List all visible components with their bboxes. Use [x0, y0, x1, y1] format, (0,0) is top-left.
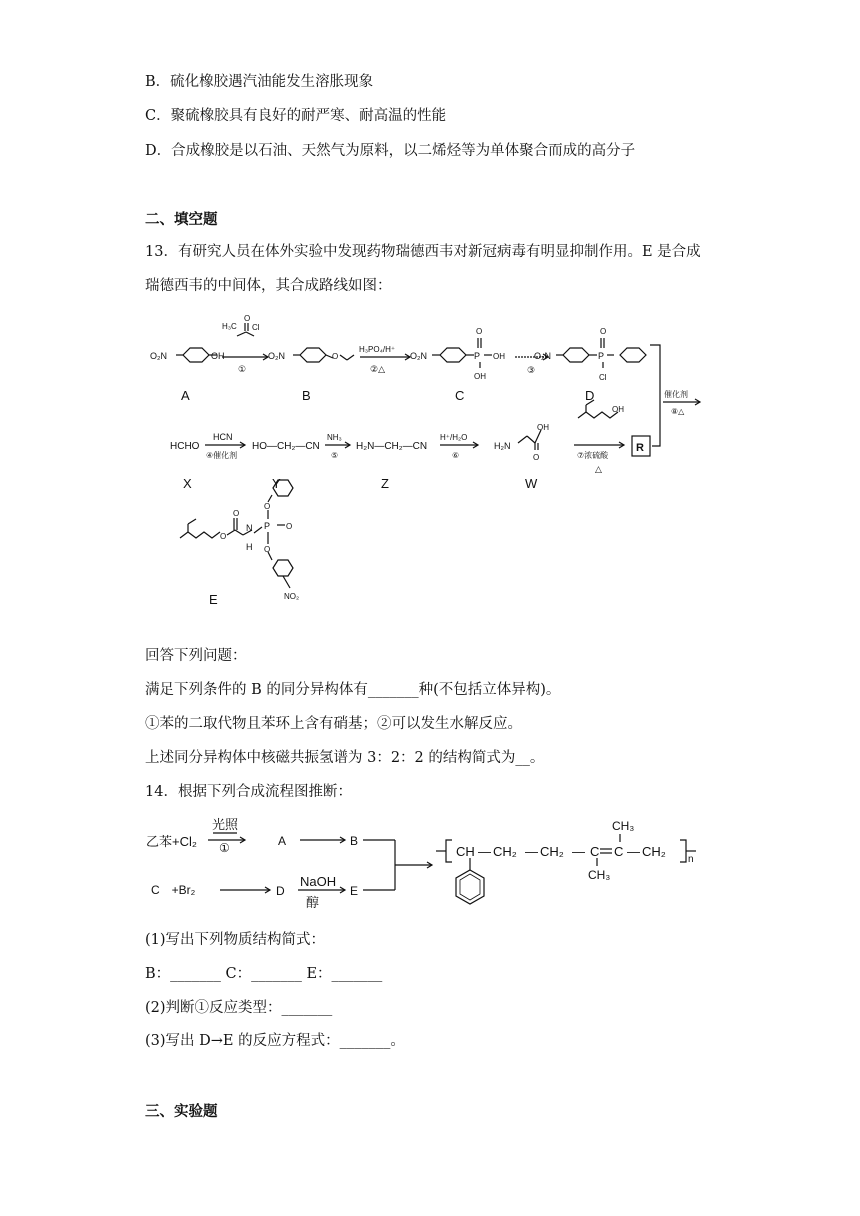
compound-d-o: O [600, 327, 607, 336]
q13-sub1: 满足下列条件的 B 的同分异构体有_______种(不包括立体异构)。 [145, 682, 561, 698]
compound-w-o: O [533, 453, 540, 462]
compound-e-carbonyl-o: O [233, 509, 240, 518]
reagent-8: 催化剂 [664, 390, 688, 399]
q14-part1-answers: B：_______ C：_______ E：_______ [145, 966, 383, 982]
label-z: Z [381, 476, 389, 491]
compound-w-oh: OH [537, 423, 549, 432]
compound-e-n: N [246, 523, 253, 533]
q13-stem-line2: 瑞德西韦的中间体，其合成路线如图： [145, 278, 392, 294]
compound-e-o-bottom: O [264, 545, 271, 554]
step-8-label: ⑧△ [671, 407, 685, 416]
option-c: C．聚硫橡胶具有良好的耐严寒、耐高温的性能 [145, 108, 447, 124]
reagent-4: HCN [213, 432, 233, 442]
q14-stem: 14．根据下列合成流程图推断： [145, 784, 352, 800]
compound-y: HO—CH₂—CN [252, 441, 320, 452]
label-x: X [183, 476, 192, 491]
q14-b: B [350, 834, 359, 848]
reagent-2: H₃PO₄/H⁺ [359, 345, 396, 354]
compound-e-h: H [246, 542, 253, 552]
option-d: D．合成橡胶是以石油、天然气为原料，以二烯烃等为单体聚合而成的高分子 [145, 143, 636, 159]
step-6-label: ⑥ [452, 451, 460, 460]
poly-n: n [688, 854, 694, 865]
step-4-label: ④催化剂 [206, 451, 238, 460]
label-d: D [585, 388, 595, 403]
poly-ch: CH [456, 844, 475, 859]
compound-b-ester-o: O [332, 352, 339, 361]
poly-c2: C [614, 844, 624, 859]
reagent-6: H⁺/H₂O [440, 433, 468, 442]
poly-bond-2: — [525, 844, 538, 859]
compound-e-ester-o: O [220, 532, 227, 541]
compound-a-oh: OH [211, 351, 225, 361]
poly-methyl-2: CH₃ [588, 868, 611, 882]
poly-c1: C [590, 844, 600, 859]
label-w: W [525, 476, 538, 491]
compound-d-p: P [598, 351, 605, 361]
q14-cond-2b: 醇 [306, 895, 320, 910]
compound-x: HCHO [170, 441, 200, 452]
poly-bond-1: — [478, 844, 491, 859]
poly-ch2c: CH₂ [642, 844, 666, 859]
compound-c-oh2: OH [474, 372, 486, 381]
compound-a-nitro: O₂N [150, 351, 167, 361]
q14-part3: (3)写出 D→E 的反应方程式：_______。 [145, 1033, 405, 1049]
step-7-label: △ [595, 464, 602, 474]
q14-part1: (1)写出下列物质结构简式： [145, 932, 326, 948]
label-y: Y [272, 476, 281, 491]
label-b: B [302, 388, 311, 403]
label-a: A [181, 388, 190, 403]
compound-e-o: O [286, 522, 293, 531]
compound-z: H₂N—CH₂—CN [356, 441, 428, 452]
step-2-label: ②△ [370, 364, 385, 374]
label-c: C [455, 388, 465, 403]
reagent-7-oh: OH [612, 405, 624, 414]
compound-r: R [636, 442, 644, 454]
q13-sub2: 上述同分异构体中核磁共振氢谱为 3：2：2 的结构简式为__。 [145, 750, 545, 766]
reagent-5: NH₃ [327, 433, 342, 442]
reagent-1-methyl: H₃C [222, 322, 237, 331]
poly-ch2b: CH₂ [540, 844, 564, 859]
compound-d-nitro: O₂N [534, 351, 551, 361]
q14-start-1: 乙苯+Cl₂ [146, 834, 197, 849]
label-e: E [209, 592, 218, 607]
poly-bond-4: — [627, 844, 640, 859]
compound-c-o: O [476, 327, 483, 336]
poly-methyl-1: CH₃ [612, 819, 635, 833]
compound-c-p: P [474, 351, 481, 361]
q14-cond-1a: 光照 [212, 817, 239, 832]
q14-d: D [276, 884, 285, 898]
compound-c-oh: OH [493, 352, 505, 361]
compound-e-p: P [264, 521, 271, 531]
step-3-label: ③ [527, 365, 536, 375]
compound-c-nitro: O₂N [410, 351, 427, 361]
compound-b-nitro: O₂N [268, 351, 285, 361]
reagent-7: ⑦浓硫酸 [577, 451, 609, 460]
q14-part2: (2)判断①反应类型：_______ [145, 1000, 333, 1016]
step-5-label: ⑤ [331, 451, 339, 460]
q13-answer-intro: 回答下列问题： [145, 648, 247, 664]
option-b: B．硫化橡胶遇汽油能发生溶胀现象 [145, 74, 374, 90]
q14-e: E [350, 884, 359, 898]
compound-d-cl: Cl [599, 373, 607, 382]
q14-cond-1b: ① [219, 841, 230, 855]
poly-ch2a: CH₂ [493, 844, 517, 859]
reagent-1-cl: Cl [252, 323, 260, 332]
compound-w-amine: H₂N [494, 441, 511, 451]
reagent-1-o: O [244, 314, 251, 323]
compound-e-no2: NO₂ [284, 592, 300, 601]
q14-start-2: C +Br₂ [151, 883, 196, 897]
step-1-label: ① [238, 364, 247, 374]
section-heading-fill-blank: 二、填空题 [145, 211, 218, 228]
q14-a: A [278, 834, 287, 848]
q14-cond-2a: NaOH [300, 874, 337, 889]
poly-bond-3: — [572, 844, 585, 859]
compound-e-o-top: O [264, 502, 271, 511]
q13-conditions: ①苯的二取代物且苯环上含有硝基；②可以发生水解反应。 [145, 716, 522, 732]
q13-stem-line1: 13．有研究人员在体外实验中发现药物瑞德西韦对新冠病毒有明显抑制作用。E 是合成 [145, 244, 701, 260]
section-heading-experiment: 三、实验题 [145, 1103, 218, 1120]
